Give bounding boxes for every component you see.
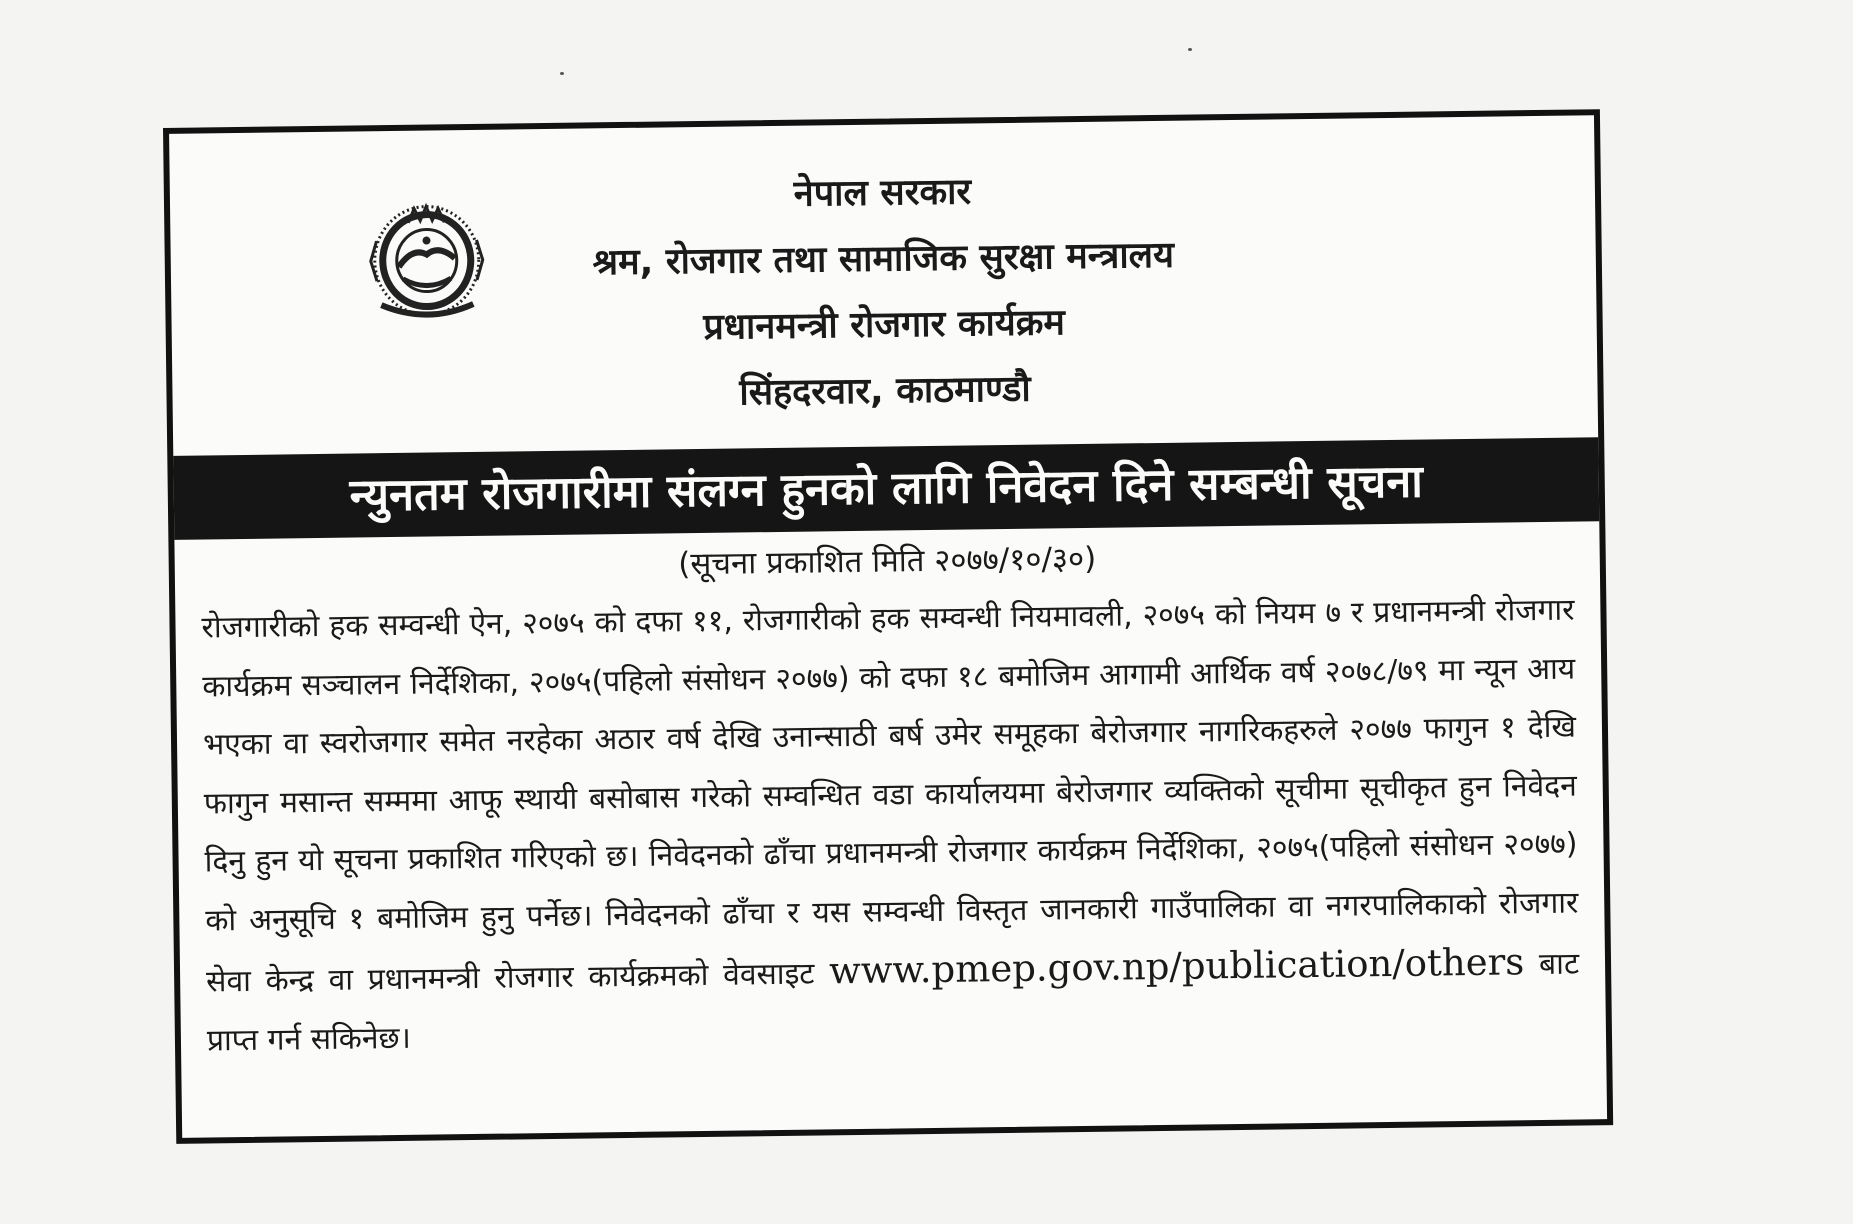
publish-date: (सूचना प्रकाशित मिति २०७७/१०/३०) bbox=[678, 540, 1097, 583]
notice-box bbox=[163, 109, 1613, 1144]
scan-speck bbox=[1188, 48, 1192, 51]
ministry-name: श्रम, रोजगार तथा सामाजिक सुरक्षा मन्त्रालय bbox=[592, 234, 1175, 284]
program-name: प्रधानमन्त्री रोजगार कार्यक्रम bbox=[703, 302, 1066, 348]
office-location: सिंहदरवार, काठमाण्डौ bbox=[739, 368, 1031, 414]
notice-title: न्युनतम रोजगारीमा संलग्न हुनको लागि निवेदन दिने सम्बन्धी सूचना bbox=[173, 437, 1599, 540]
notice-body bbox=[201, 582, 1580, 1071]
body-closing: बाट प्राप्त गर्न सकिनेछ। bbox=[206, 946, 1580, 1059]
website-url: www.pmep.gov.np/publication/others bbox=[828, 940, 1525, 993]
government-name: नेपाल सरकार bbox=[793, 171, 972, 215]
body-paragraph: रोजगारीको हक सम्वन्धी ऐन, २०७५ को दफा ११, रोजगारीको हक सम्वन्धी नियमावली, २०७५ को नियम ७ र प्रधानमन्त्री रोजगार कार्यक्रम सञ्चालन निर्देशिका, २०७५(पहिलो संसोधन २०७७) को दफा १८ बमोजिम आगामी आर्थिक वर्ष २०७८/७९ मा न्यून आय भएका वा स्वरोजगार समेत नरहेका अठार वर्ष देखि उनान्साठी बर्ष उमेर समूहका बेरोजगार नागरिकहरुले २०७७ फागुन १ देखि फागुन मसान्त सम्ममा आफू स्थायी बसोबास गरेको सम्वन्धित वडा कार्यालयमा बेरोजगार व्यक्तिको सूचीमा सूचीकृत हुन निवेदन दिनु हुन यो सूचना प्रकाशित गरिएको छ। निवेदनको ढाँचा प्रधानमन्त्री रोजगार कार्यक्रम निर्देशिका, २०७५(पहिलो संसोधन २०७७) को अनुसूचि १ बमोजिम हुनु पर्नेछ। निवेदनको ढाँचा र यस सम्वन्धी विस्तृत जानकारी गाउँपालिका वा नगरपालिकाको रोजगार सेवा केन्द्र वा प्रधानमन्त्री रोजगार कार्यक्रमको वेवसाइट bbox=[201, 592, 1579, 1000]
scan-speck bbox=[560, 72, 564, 75]
header bbox=[170, 151, 1598, 434]
